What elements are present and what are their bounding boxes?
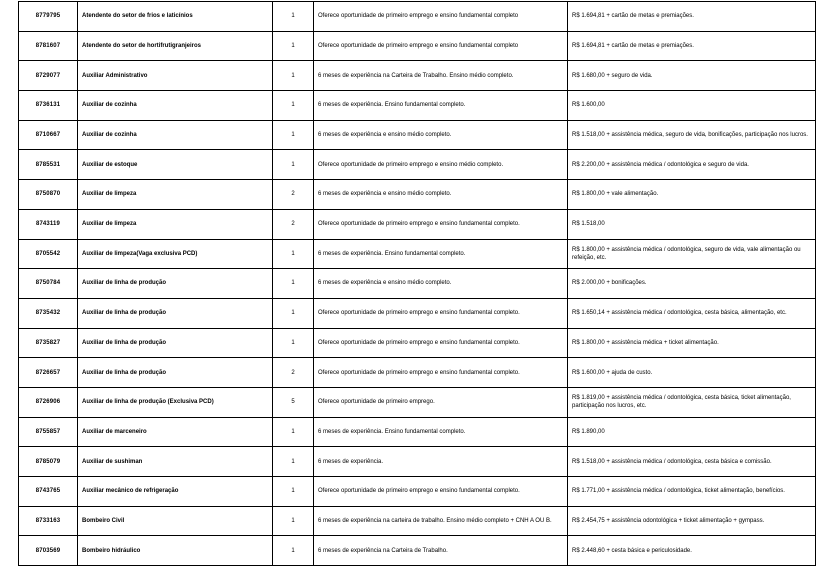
vacancy-salary-cell: R$ 1.600,00 [568,91,816,121]
vacancy-quantity-cell: 1 [273,447,314,477]
vacancy-quantity-cell: 1 [273,269,314,299]
vacancy-salary-cell: R$ 1.650,14 + assistência médica / odontológica, cesta básica, alimentação, etc. [568,298,816,328]
vacancy-requirements-cell: 6 meses de experiência. Ensino fundamental completo. [314,239,568,269]
table-row [19,150,816,180]
vacancy-salary-cell: R$ 2.200,00 + assistência médica / odontológica e seguro de vida. [568,150,816,180]
vacancy-code-cell: 8755857 [19,417,78,447]
vacancy-quantity-cell: 1 [273,31,314,61]
vacancy-code-cell: 8726657 [19,358,78,388]
vacancy-quantity-cell: 1 [273,150,314,180]
vacancy-requirements-cell: 6 meses de experiência e ensino médio completo. [314,120,568,150]
vacancy-title-cell: Auxiliar de linha de produção [78,328,273,358]
vacancy-requirements-cell: Oferece oportunidade de primeiro emprego e ensino fundamental completo. [314,328,568,358]
vacancy-requirements-cell: Oferece oportunidade de primeiro emprego e ensino fundamental completo. [314,298,568,328]
vacancy-quantity-cell: 1 [273,506,314,536]
vacancy-salary-cell: R$ 1.800,00 + assistência médica / odontológica, seguro de vida, vale alimentação ou refeição, etc. [568,239,816,269]
vacancy-table-container [18,1,815,566]
table-row [19,447,816,477]
vacancy-title-cell: Atendente do setor de hortifrutigranjeiros [78,31,273,61]
table-row [19,358,816,388]
vacancy-title-cell: Auxiliar de linha de produção [78,358,273,388]
vacancy-quantity-cell: 2 [273,209,314,239]
vacancy-code-cell: 8750784 [19,269,78,299]
vacancy-code-cell: 8710667 [19,120,78,150]
vacancy-quantity-cell: 1 [273,328,314,358]
vacancy-salary-cell: R$ 1.800,00 + vale alimentação. [568,180,816,210]
vacancy-code-cell: 8703569 [19,536,78,566]
vacancy-code-cell: 8736131 [19,91,78,121]
vacancy-code-cell: 8726906 [19,387,78,417]
vacancy-requirements-cell: 6 meses de experiência na Carteira de Trabalho. [314,536,568,566]
vacancy-code-cell: 8729077 [19,61,78,91]
vacancy-code-cell: 8743119 [19,209,78,239]
vacancy-quantity-cell: 1 [273,239,314,269]
table-row [19,387,816,417]
vacancy-salary-cell: R$ 1.819,00 + assistência médica / odontológica, cesta básica, ticket alimentação, participação nos lucros, etc. [568,387,816,417]
vacancy-salary-cell: R$ 1.680,00 + seguro de vida. [568,61,816,91]
vacancy-requirements-cell: 6 meses de experiência. [314,447,568,477]
vacancy-salary-cell: R$ 1.890,00 [568,417,816,447]
vacancy-title-cell: Auxiliar de marceneiro [78,417,273,447]
vacancy-code-cell: 8733163 [19,506,78,536]
vacancy-code-cell: 8779795 [19,2,78,32]
vacancy-salary-cell: R$ 2.000,00 + bonificações. [568,269,816,299]
table-row [19,239,816,269]
vacancy-code-cell: 8735827 [19,328,78,358]
vacancy-code-cell: 8743765 [19,477,78,507]
vacancy-quantity-cell: 1 [273,91,314,121]
table-row [19,328,816,358]
table-row [19,269,816,299]
vacancy-title-cell: Auxiliar de sushiman [78,447,273,477]
vacancy-quantity-cell: 2 [273,358,314,388]
vacancy-requirements-cell: Oferece oportunidade de primeiro emprego e ensino fundamental completo [314,2,568,32]
vacancy-code-cell: 8785531 [19,150,78,180]
vacancy-requirements-cell: 6 meses de experiência. Ensino fundamental completo. [314,417,568,447]
vacancy-requirements-cell: 6 meses de experiência. Ensino fundamental completo. [314,91,568,121]
vacancy-title-cell: Auxiliar de limpeza [78,180,273,210]
vacancy-requirements-cell: Oferece oportunidade de primeiro emprego e ensino fundamental completo. [314,477,568,507]
table-row [19,298,816,328]
vacancy-requirements-cell: Oferece oportunidade de primeiro emprego e ensino médio completo. [314,150,568,180]
vacancy-requirements-cell: Oferece oportunidade de primeiro emprego. [314,387,568,417]
vacancy-code-cell: 8705542 [19,239,78,269]
vacancy-table-body [19,2,816,566]
vacancy-title-cell: Bombeiro hidráulico [78,536,273,566]
vacancy-title-cell: Auxiliar de cozinha [78,120,273,150]
vacancy-quantity-cell: 1 [273,61,314,91]
vacancy-title-cell: Auxiliar de limpeza [78,209,273,239]
vacancy-requirements-cell: Oferece oportunidade de primeiro emprego e ensino fundamental completo. [314,209,568,239]
table-row [19,61,816,91]
vacancy-quantity-cell: 1 [273,2,314,32]
table-row [19,209,816,239]
table-row [19,2,816,32]
table-row [19,477,816,507]
vacancy-requirements-cell: 6 meses de experiência na Carteira de Trabalho. Ensino médio completo. [314,61,568,91]
vacancy-salary-cell: R$ 1.694,81 + cartão de metas e premiações. [568,31,816,61]
vacancy-salary-cell: R$ 1.771,00 + assistência médica / odontológica, ticket alimentação, benefícios. [568,477,816,507]
table-row [19,120,816,150]
vacancy-quantity-cell: 5 [273,387,314,417]
vacancy-requirements-cell: 6 meses de experiência na carteira de trabalho. Ensino médio completo + CNH A OU B. [314,506,568,536]
vacancy-title-cell: Auxiliar de cozinha [78,91,273,121]
vacancy-requirements-cell: Oferece oportunidade de primeiro emprego e ensino fundamental completo [314,31,568,61]
vacancy-title-cell: Auxiliar de limpeza(Vaga exclusiva PCD) [78,239,273,269]
vacancy-title-cell: Atendente do setor de frios e laticínios [78,2,273,32]
vacancy-salary-cell: R$ 1.518,00 + assistência médica, seguro de vida, bonificações, participação nos lucros. [568,120,816,150]
vacancy-salary-cell: R$ 1.600,00 + ajuda de custo. [568,358,816,388]
vacancy-requirements-cell: Oferece oportunidade de primeiro emprego e ensino fundamental completo. [314,358,568,388]
vacancy-quantity-cell: 1 [273,477,314,507]
vacancy-title-cell: Auxiliar mecânico de refrigeração [78,477,273,507]
vacancy-salary-cell: R$ 2.454,75 + assistência odontológica + ticket alimentação + gympass. [568,506,816,536]
vacancy-salary-cell: R$ 1.694,81 + cartão de metas e premiações. [568,2,816,32]
vacancy-title-cell: Auxiliar de linha de produção [78,298,273,328]
vacancy-title-cell: Auxiliar de linha de produção [78,269,273,299]
vacancy-title-cell: Auxiliar de linha de produção (Exclusiva PCD) [78,387,273,417]
table-row [19,536,816,566]
vacancy-salary-cell: R$ 1.518,00 [568,209,816,239]
vacancy-quantity-cell: 1 [273,536,314,566]
vacancy-quantity-cell: 2 [273,180,314,210]
table-row [19,31,816,61]
vacancy-quantity-cell: 1 [273,120,314,150]
vacancy-salary-cell: R$ 1.518,00 + assistência médica / odontológica, cesta básica e comissão. [568,447,816,477]
vacancy-code-cell: 8785079 [19,447,78,477]
vacancy-code-cell: 8781607 [19,31,78,61]
vacancy-salary-cell: R$ 1.800,00 + assistência médica + ticket alimentação. [568,328,816,358]
vacancy-code-cell: 8735432 [19,298,78,328]
table-row [19,417,816,447]
vacancy-table [18,1,816,566]
vacancy-quantity-cell: 1 [273,417,314,447]
vacancy-title-cell: Auxiliar de estoque [78,150,273,180]
vacancy-requirements-cell: 6 meses de experiência e ensino médio completo. [314,269,568,299]
table-row [19,506,816,536]
vacancy-title-cell: Auxiliar Administrativo [78,61,273,91]
table-row [19,180,816,210]
table-row [19,91,816,121]
vacancy-title-cell: Bombeiro Civil [78,506,273,536]
vacancy-salary-cell: R$ 2.448,60 + cesta básica e periculosidade. [568,536,816,566]
vacancy-code-cell: 8750870 [19,180,78,210]
vacancy-requirements-cell: 6 meses de experiência e ensino médio completo. [314,180,568,210]
vacancy-quantity-cell: 1 [273,298,314,328]
